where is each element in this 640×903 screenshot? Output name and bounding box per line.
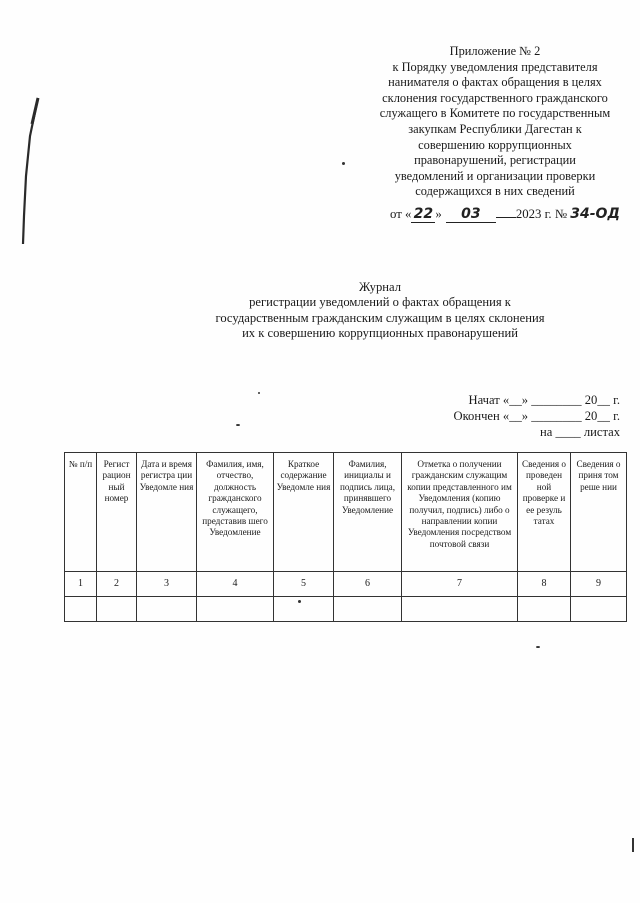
journal-table <box>64 452 627 622</box>
order-day-handwritten: 22 <box>411 206 435 223</box>
sheets-label: на ____ листах <box>540 425 620 439</box>
table-cell <box>197 597 274 622</box>
appendix-line: служащего в Комитете по государственным <box>379 106 611 121</box>
journal-dates <box>420 392 620 440</box>
appendix-line: склонения государственного гражданского <box>382 90 608 105</box>
table-cell <box>274 597 334 622</box>
journal-title-line: Журнал <box>359 280 401 294</box>
appendix-line: совершению коррупционных <box>418 137 572 152</box>
scan-mark-left <box>18 96 40 246</box>
column-number: 4 <box>197 572 274 597</box>
appendix-line: к Порядку уведомления представителя <box>392 59 598 74</box>
order-quote-close: » <box>435 207 442 221</box>
table-row <box>65 572 627 597</box>
order-year-text: 2023 г. № <box>515 207 568 221</box>
header-registration-date: Дата и время регистра ции Уведомле ния <box>137 453 197 572</box>
column-number: 5 <box>274 572 334 597</box>
journal-title-line: регистрации уведомлений о фактах обращения к <box>249 295 511 310</box>
scan-dot <box>258 392 260 394</box>
order-month-handwritten: 03 <box>446 206 496 223</box>
column-number: 6 <box>334 572 402 597</box>
started-label: Начат «__» ________ 20__ г. <box>468 393 620 407</box>
scan-dot <box>298 600 301 603</box>
header-decision-info: Сведения о приня том реше нии <box>571 453 627 572</box>
table-cell <box>571 597 627 622</box>
header-employee: Фамилия, имя, отчество, должность гражданского служащего, представив шего Уведомление <box>197 453 274 572</box>
header-check-info: Сведения о проведен ной проверке и ее резуль татах <box>518 453 571 572</box>
journal-title-line: государственным гражданским служащим в целях склонения <box>215 310 545 325</box>
appendix-block <box>372 44 618 200</box>
column-number: 8 <box>518 572 571 597</box>
table-cell <box>334 597 402 622</box>
column-number: 2 <box>97 572 137 597</box>
header-registration-number: Регист рацион ный номер <box>97 453 137 572</box>
appendix-line: содержащихся в них сведений <box>415 184 575 199</box>
journal-title <box>150 280 610 342</box>
table-cell <box>402 597 518 622</box>
column-number: 1 <box>65 572 97 597</box>
table-cell <box>518 597 571 622</box>
header-receiver: Фамилия, инициалы и подпись лица, принявшего Уведомление <box>334 453 402 572</box>
journal-title-line: их к совершению коррупционных правонарушений <box>242 326 518 341</box>
scan-dot <box>342 162 345 165</box>
appendix-line: уведомлений и организации проверки <box>394 168 596 183</box>
finished-label: Окончен «__» ________ 20__ г. <box>453 409 620 423</box>
scan-mark-right <box>632 838 634 852</box>
table-cell <box>65 597 97 622</box>
appendix-line: Приложение № 2 <box>449 44 541 58</box>
column-number: 9 <box>571 572 627 597</box>
column-number: 7 <box>402 572 518 597</box>
table-cell <box>137 597 197 622</box>
order-month-underline <box>496 217 516 218</box>
header-copy-mark: Отметка о получении гражданским служащим копии представленного им Уведомления (копию получил, подпись) либо о направлении копии Уведомления посредством почтовой связи <box>402 453 518 572</box>
order-number-handwritten: 34-ОД <box>570 206 620 222</box>
header-summary: Краткое содержание Уведомле ния <box>274 453 334 572</box>
table-header-row <box>65 453 627 572</box>
column-number: 3 <box>137 572 197 597</box>
appendix-line: закупкам Республики Дагестан к <box>408 121 582 136</box>
order-reference <box>390 206 630 223</box>
appendix-line: правонарушений, регистрации <box>414 153 576 168</box>
scan-dot <box>536 646 540 648</box>
table-cell <box>97 597 137 622</box>
order-prefix: от « <box>390 207 412 221</box>
header-number: № п/п <box>65 453 97 572</box>
table-row <box>65 597 627 622</box>
appendix-line: нанимателя о фактах обращения в целях <box>388 75 602 90</box>
scan-dot <box>236 424 240 426</box>
